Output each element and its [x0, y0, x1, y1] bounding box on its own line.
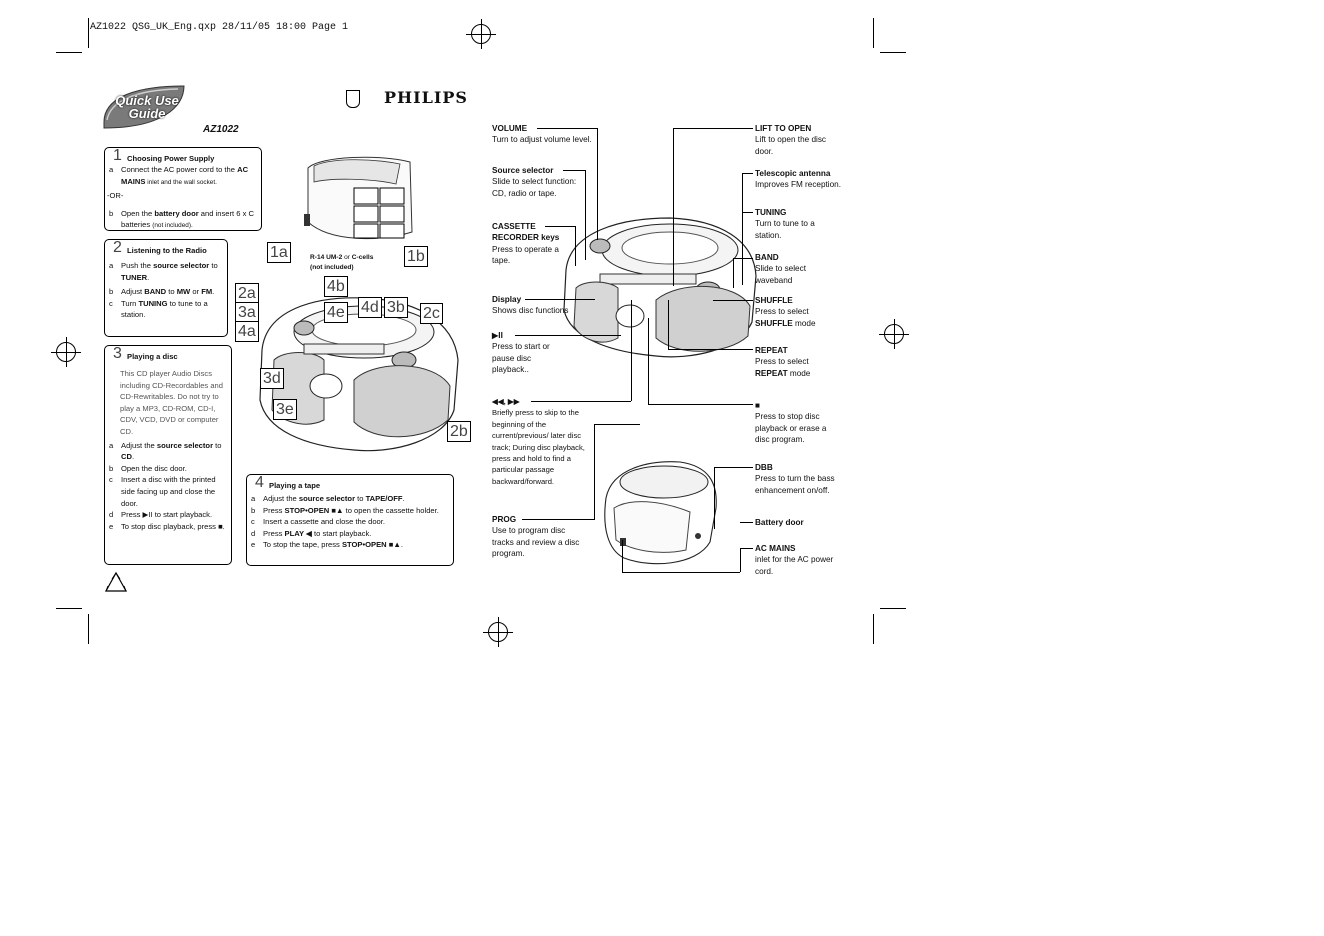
label-source-selector: Source selector Slide to select function: CD, radio or tape.: [492, 166, 577, 198]
callout-3d: 3d: [260, 368, 284, 389]
label-display: Display Shows disc functions: [492, 295, 569, 316]
callout-4b: 4b: [324, 276, 348, 297]
label-lift-to-open: LIFT TO OPEN Lift to open the disc door.: [755, 124, 827, 156]
label-telescopic-antenna: Telescopic antenna Improves FM reception.: [755, 169, 841, 190]
registration-mark: [488, 622, 508, 642]
model-number: AZ1022: [203, 124, 239, 135]
callout-2c: 2c: [420, 303, 443, 324]
label-band: BAND Slide to select waveband: [755, 253, 806, 285]
step-a: a Adjust the source selector to TAPE/OFF.: [251, 494, 405, 503]
step-e: e To stop disc playback, press ■.: [109, 521, 225, 531]
crop-mark: [880, 608, 906, 609]
section-number: 3: [113, 345, 122, 362]
callout-4e: 4e: [324, 302, 348, 323]
step-a: a Push the source selector to TUNER.: [109, 261, 218, 282]
step-b: b Open the battery door and insert 6 x C batteries (not included).: [109, 208, 254, 230]
badge-line2: Guide: [128, 106, 166, 121]
section-title: Listening to the Radio: [127, 246, 207, 255]
callout-3a: 3a: [235, 302, 259, 323]
section-number: 2: [113, 239, 122, 256]
callout-3b: 3b: [384, 297, 408, 318]
label-dbb: DBB Press to turn the bass enhancement on/off.: [755, 463, 835, 495]
step-b: b Press STOP•OPEN ■▲ to open the cassette holder.: [251, 505, 439, 515]
step-e: e To stop the tape, press STOP•OPEN ■▲.: [251, 540, 403, 550]
battery-caption: R-14 UM-2 or C-cells (not included): [310, 254, 374, 271]
section-title: Choosing Power Supply: [127, 154, 215, 163]
crop-mark: [880, 52, 906, 53]
file-info: AZ1022 QSG_UK_Eng.qxp 28/11/05 18:00 Page 1: [90, 22, 349, 33]
quick-use-guide-badge: [100, 84, 186, 130]
section-playing-tape: [246, 474, 454, 566]
callout-1a: 1a: [267, 242, 291, 263]
step-b: b Open the disc door.: [109, 463, 187, 473]
callout-4d: 4d: [358, 297, 382, 318]
section-title: Playing a tape: [269, 481, 321, 490]
callout-3e: 3e: [273, 399, 297, 420]
callout-2b: 2b: [447, 421, 471, 442]
callout-1b: 1b: [404, 246, 428, 267]
step-d: d Press ▶II to start playback.: [109, 510, 213, 520]
philips-shield-icon: [346, 90, 360, 108]
label-ac-mains: AC MAINS inlet for the AC power cord.: [755, 544, 834, 576]
step-b: b Adjust BAND to MW or FM.: [109, 287, 215, 297]
label-repeat: REPEAT Press to select REPEAT mode: [755, 346, 811, 378]
label-tuning: TUNING Turn to tune to a station.: [755, 208, 815, 240]
section-power-supply: [104, 147, 262, 231]
intro-text: This CD player Audio Discs including CD-Recordables and CD-Rewritables. Do not try to play a MP3, CD-ROM, CD-I, CDV, VCD, DVD or computer CD.: [120, 369, 223, 436]
label-prog: PROG Use to program disc tracks and review a disc program.: [492, 515, 580, 559]
step-c: c Insert a disc with the printed side facing up and close the door.: [109, 475, 216, 508]
step-a: a Adjust the source selector to CD.: [109, 440, 222, 462]
callout-2a: 2a: [235, 283, 259, 304]
callout-4a: 4a: [235, 321, 259, 342]
boombox-main-illustration: [560, 210, 760, 360]
step-c: c Insert a cassette and close the door.: [251, 517, 385, 527]
crop-mark: [873, 614, 874, 644]
registration-mark: [56, 342, 76, 362]
boombox-rear-illustration: [600, 458, 724, 570]
label-shuffle: SHUFFLE Press to select SHUFFLE mode: [755, 296, 816, 328]
label-volume: VOLUME Turn to adjust volume level.: [492, 124, 592, 145]
label-cassette-recorder: CASSETTE RECORDER keys Press to operate a tape.: [492, 222, 560, 266]
crop-mark: [56, 52, 82, 53]
registration-mark: [884, 324, 904, 344]
or-text: -OR-: [107, 191, 124, 201]
section-title: Playing a disc: [127, 352, 178, 361]
section-number: 1: [113, 147, 122, 164]
label-stop: ■ Press to stop disc playback or erase a disc program.: [755, 401, 827, 445]
label-play-pause: ▶II Press to start or pause disc playback..: [492, 331, 550, 375]
section-radio: [104, 239, 228, 337]
section-number: 4: [255, 474, 264, 491]
crop-mark: [873, 18, 874, 48]
step-d: d Press PLAY ◀ to start playback.: [251, 528, 372, 538]
crop-mark: [88, 614, 89, 644]
crop-mark: [56, 608, 82, 609]
battery-compartment-illustration: [300, 152, 440, 252]
section-playing-disc: [104, 345, 232, 565]
step-c: c Turn TUNING to tune to a station.: [109, 298, 208, 320]
brand-logo: PHILIPS: [384, 88, 468, 107]
recycle-icon: [102, 570, 130, 596]
step-a: a Connect the AC power cord to the AC MAINS inlet and the wall socket.: [109, 165, 249, 186]
label-skip: ◀◀, ▶▶ Briefly press to skip to the beginning of the current/previous/ later disc track; During disc playback, press and hold to find a particular passage backward/forward.: [492, 397, 585, 486]
badge-line1: Quick Use: [115, 93, 179, 108]
registration-mark: [471, 24, 491, 44]
crop-mark: [88, 18, 89, 48]
label-battery-door: Battery door: [755, 518, 804, 527]
